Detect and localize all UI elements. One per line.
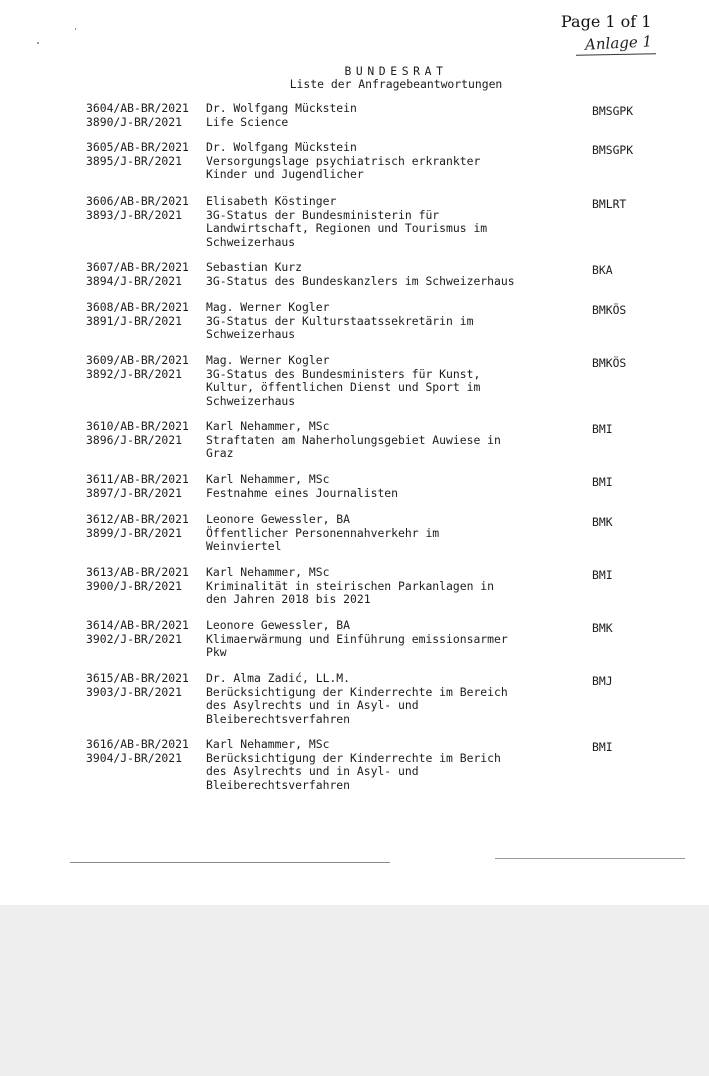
document-title: BUNDESRAT xyxy=(344,64,448,78)
subject-line: des Asylrechts und in Asyl- und xyxy=(206,764,419,779)
subject-line: Landwirtschaft, Regionen und Tourismus im xyxy=(206,221,488,236)
entry-text xyxy=(206,473,576,500)
scan-speck xyxy=(75,28,76,30)
reference-numbers xyxy=(86,102,189,129)
ministry-code: BMJ xyxy=(592,674,613,688)
reference-numbers xyxy=(86,738,189,765)
subject-line: 3G-Status der Bundesministerin für xyxy=(206,207,440,222)
entry-text xyxy=(206,738,576,792)
answer-number: 3612/AB-BR/2021 xyxy=(86,512,189,526)
reference-numbers xyxy=(86,566,189,593)
scan-artifact-line xyxy=(495,858,685,859)
subject-line: Weinviertel xyxy=(206,539,282,554)
subject-line: Versorgungslage psychiatrisch erkrankter xyxy=(206,153,481,168)
subject-line: Schweizerhaus xyxy=(206,327,296,342)
reference-numbers xyxy=(86,619,189,646)
entry-text xyxy=(206,566,576,607)
reference-numbers xyxy=(86,672,189,699)
answer-number: 3613/AB-BR/2021 xyxy=(86,565,189,579)
subject-line: Schweizerhaus xyxy=(206,234,296,249)
subject-line: den Jahren 2018 bis 2021 xyxy=(206,592,371,607)
subject-line: des Asylrechts und in Asyl- und xyxy=(206,698,419,713)
inquiry-number: 3895/J-BR/2021 xyxy=(86,153,183,168)
entry-text xyxy=(206,354,576,408)
subject-line: Kultur, öffentlichen Dienst und Sport im xyxy=(206,380,481,395)
ministry-code: BMK xyxy=(592,515,613,529)
minister-name: Dr. Wolfgang Mückstein xyxy=(206,101,357,115)
minister-name: Karl Nehammer, MSc xyxy=(206,419,330,433)
ministry-code: BMI xyxy=(592,422,613,436)
ministry-code: BMSGPK xyxy=(592,104,634,118)
answer-number: 3607/AB-BR/2021 xyxy=(86,260,189,274)
entry-text xyxy=(206,301,576,342)
subject-line: Graz xyxy=(206,446,234,461)
ministry-code: BMK xyxy=(592,621,613,635)
minister-name: Mag. Werner Kogler xyxy=(206,300,330,314)
inquiry-number: 3896/J-BR/2021 xyxy=(86,432,183,447)
document-subtitle: Liste der Anfragebeantwortungen xyxy=(289,77,503,91)
entry-text xyxy=(206,102,576,129)
answer-number: 3610/AB-BR/2021 xyxy=(86,419,189,433)
ministry-code: BMKÖS xyxy=(592,303,627,317)
reference-numbers xyxy=(86,301,189,328)
inquiry-number: 3893/J-BR/2021 xyxy=(86,207,183,222)
entry-text xyxy=(206,195,576,249)
scan-speck xyxy=(37,42,39,44)
answer-number: 3611/AB-BR/2021 xyxy=(86,472,189,486)
page-number-label: Page 1 of 1 xyxy=(561,12,652,31)
reference-numbers xyxy=(86,420,189,447)
handwritten-annotation: Anlage 1 xyxy=(584,32,653,54)
minister-name: Sebastian Kurz xyxy=(206,260,303,274)
subject-line: Bleiberechtsverfahren xyxy=(206,777,351,792)
subject-line: Schweizerhaus xyxy=(206,393,296,408)
entry-text xyxy=(206,141,576,182)
inquiry-number: 3904/J-BR/2021 xyxy=(86,750,183,765)
answer-number: 3609/AB-BR/2021 xyxy=(86,353,189,367)
subject-line: Kriminalität in steirischen Parkanlagen in xyxy=(206,578,495,593)
inquiry-number: 3900/J-BR/2021 xyxy=(86,578,183,593)
inquiry-number: 3897/J-BR/2021 xyxy=(86,485,183,500)
reference-numbers xyxy=(86,141,189,168)
subject-line: Berücksichtigung der Kinderrechte im Bereich xyxy=(206,684,508,699)
reference-numbers xyxy=(86,195,189,222)
minister-name: Mag. Werner Kogler xyxy=(206,353,330,367)
inquiry-number: 3892/J-BR/2021 xyxy=(86,366,183,381)
inquiry-number: 3894/J-BR/2021 xyxy=(86,273,183,288)
scan-artifact-line xyxy=(70,862,390,863)
inquiry-number: 3903/J-BR/2021 xyxy=(86,684,183,699)
reference-numbers xyxy=(86,354,189,381)
ministry-code: BMLRT xyxy=(592,197,627,211)
subject-line: 3G-Status des Bundesministers für Kunst, xyxy=(206,366,481,381)
answer-number: 3605/AB-BR/2021 xyxy=(86,140,189,154)
answer-number: 3608/AB-BR/2021 xyxy=(86,300,189,314)
answer-number: 3614/AB-BR/2021 xyxy=(86,618,189,632)
subject-line: 3G-Status des Bundeskanzlers im Schweizerhaus xyxy=(206,273,515,288)
answer-number: 3606/AB-BR/2021 xyxy=(86,194,189,208)
reference-numbers xyxy=(86,261,189,288)
answer-number: 3615/AB-BR/2021 xyxy=(86,671,189,685)
minister-name: Elisabeth Köstinger xyxy=(206,194,337,208)
answer-number: 3616/AB-BR/2021 xyxy=(86,737,189,751)
entry-text xyxy=(206,261,576,288)
subject-line: 3G-Status der Kulturstaatssekretärin im xyxy=(206,313,474,328)
minister-name: Leonore Gewessler, BA xyxy=(206,618,351,632)
subject-line: Pkw xyxy=(206,645,227,660)
ministry-code: BMI xyxy=(592,475,613,489)
minister-name: Dr. Alma Zadić, LL.M. xyxy=(206,671,351,685)
entry-text xyxy=(206,672,576,726)
ministry-code: BMI xyxy=(592,740,613,754)
subject-line: Kinder und Jugendlicher xyxy=(206,167,364,182)
entry-text xyxy=(206,619,576,660)
reference-numbers xyxy=(86,473,189,500)
subject-line: Berücksichtigung der Kinderrechte im Berich xyxy=(206,750,501,765)
inquiry-number: 3891/J-BR/2021 xyxy=(86,313,183,328)
ministry-code: BMI xyxy=(592,568,613,582)
inquiry-number: 3902/J-BR/2021 xyxy=(86,631,183,646)
subject-line: Klimaerwärmung und Einführung emissionsarmer xyxy=(206,631,508,646)
subject-line: Life Science xyxy=(206,114,289,129)
inquiry-number: 3890/J-BR/2021 xyxy=(86,114,183,129)
ministry-code: BMKÖS xyxy=(592,356,627,370)
entry-text xyxy=(206,513,576,554)
subject-line: Bleiberechtsverfahren xyxy=(206,711,351,726)
ministry-code: BKA xyxy=(592,263,613,277)
minister-name: Karl Nehammer, MSc xyxy=(206,565,330,579)
subject-line: Festnahme eines Journalisten xyxy=(206,485,399,500)
subject-line: Straftaten am Naherholungsgebiet Auwiese in xyxy=(206,432,501,447)
handwritten-underline xyxy=(576,53,656,55)
minister-name: Leonore Gewessler, BA xyxy=(206,512,351,526)
subject-line: Öffentlicher Personennahverkehr im xyxy=(206,525,440,540)
answer-number: 3604/AB-BR/2021 xyxy=(86,101,189,115)
entry-text xyxy=(206,420,576,461)
reference-numbers xyxy=(86,513,189,540)
ministry-code: BMSGPK xyxy=(592,143,634,157)
minister-name: Karl Nehammer, MSc xyxy=(206,737,330,751)
minister-name: Dr. Wolfgang Mückstein xyxy=(206,140,357,154)
minister-name: Karl Nehammer, MSc xyxy=(206,472,330,486)
inquiry-number: 3899/J-BR/2021 xyxy=(86,525,183,540)
